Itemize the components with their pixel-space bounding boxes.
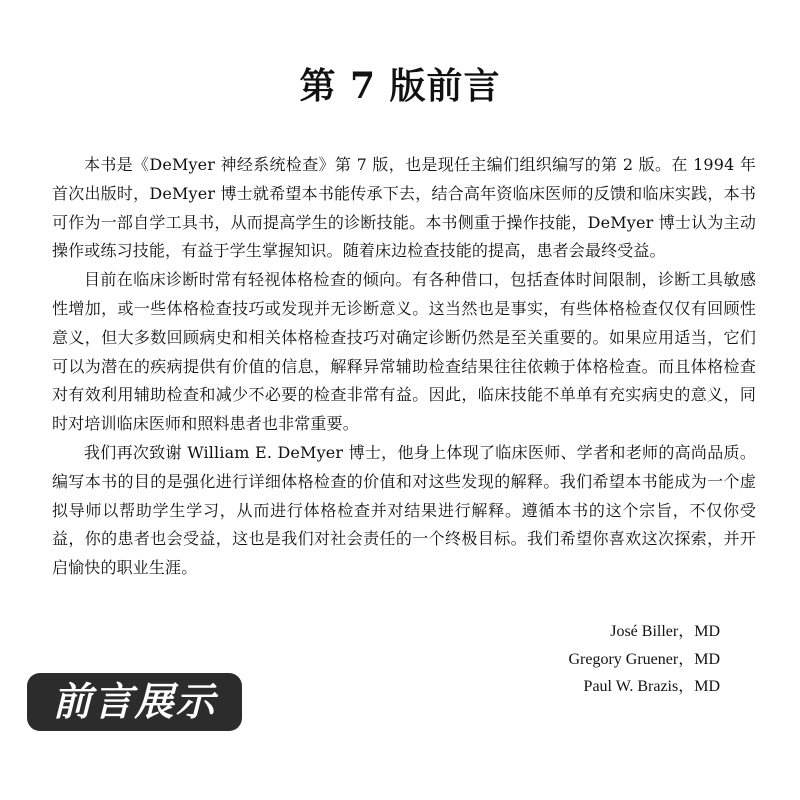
signature-gruener: Gregory Gruener，MD bbox=[568, 650, 720, 668]
paragraph-3: 我们再次致谢 William E. DeMyer 博士，他身上体现了临床医师、学者和老师的高尚品质。编写本书的目的是强化进行详细体格检查的价值和对这些发现的解释。我们希望本书能成为一个虚拟导师以帮助学生学习，从而进行体格检查并对结果进行解释。遵循本书的这个宗旨，不仅你受益，你的患者也会受益，这也是我们对社会责任的一个终极目标。我们希望你喜欢这次探索，并开启愉快的职业生涯。 bbox=[52, 442, 756, 578]
paragraph-2: 目前在临床诊断时常有轻视体格检查的倾向。有各种借口，包括查体时间限制，诊断工具敏感性增加，或一些体格检查技巧或发现并无诊断意义。这当然也是事实，有些体格检查仅仅有回顾性意义，但大多数回顾病史和相关体格检查技巧对确定诊断仍然是至关重要的。如果应用适当，它们可以为潜在的疾病提供有价值的信息，解释异常辅助检查结果往往依赖于体格检查。而且体格检查对有效利用辅助检查和减少不必要的检查非常有益。因此，临床技能不单单有充实病史的意义，同时对培训临床医师和照料患者也非常重要。 bbox=[52, 270, 756, 434]
badge-label: 前言展示 bbox=[52, 679, 217, 725]
signature-biller: José Biller，MD bbox=[610, 623, 720, 640]
preface-preview-badge bbox=[27, 673, 242, 731]
preface-body bbox=[52, 151, 756, 583]
page-title: 第 7 版前言 bbox=[299, 65, 501, 107]
paragraph-1: 本书是《DeMyer 神经系统检查》第 7 版，也是现任主编们组织编写的第 2 版。在 1994 年首次出版时，DeMyer 博士就希望本书能传承下去，结合高年资临床医师的反馈和临床实践，本书可作为一部自学工具书，从而提高学生的诊断技能。本书侧重于操作技能，DeMyer 博士认为主动操作或练习技能，有益于学生掌握知识。随着床边检查技能的提高，患者会最终受益。 bbox=[52, 155, 756, 261]
author-signatures bbox=[568, 618, 720, 701]
signature-brazis: Paul W. Brazis，MD bbox=[583, 678, 720, 695]
